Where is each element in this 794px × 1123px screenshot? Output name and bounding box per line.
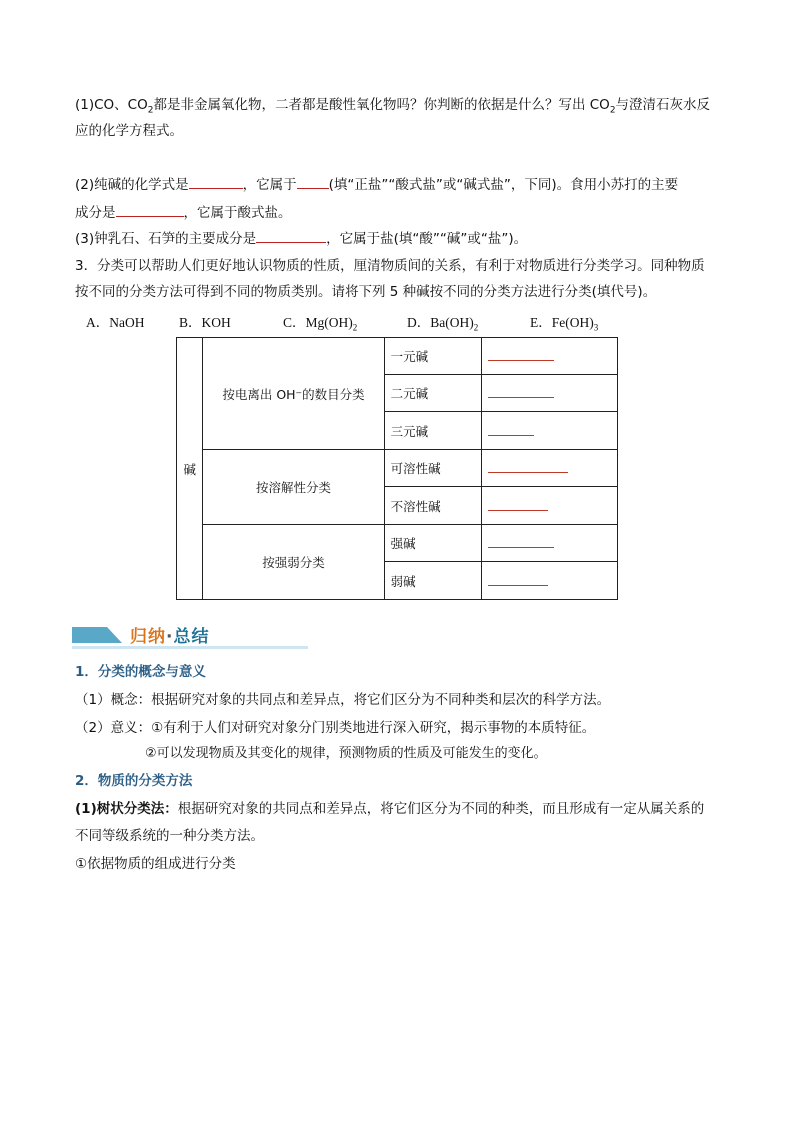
- term-label: (1)树状分类法：: [75, 801, 178, 817]
- q2-text-a: (2)纯碱的化学式是: [75, 177, 189, 193]
- answer-cell[interactable]: [482, 450, 618, 487]
- category-cell: 一元碱: [384, 338, 482, 375]
- answer-blank[interactable]: [189, 174, 243, 189]
- answer-blank[interactable]: [256, 228, 326, 243]
- answer-cell[interactable]: [482, 487, 618, 525]
- option-b: B．KOH: [179, 315, 231, 330]
- answer-blank[interactable]: [488, 460, 568, 473]
- option-c: C．$Mg(OH)_2$: [283, 315, 358, 333]
- answer-blank[interactable]: [488, 498, 548, 511]
- answer-blank[interactable]: [488, 423, 534, 436]
- q1-sub: 2: [147, 105, 154, 116]
- q2-line1: [75, 174, 678, 194]
- answer-blank[interactable]: [116, 202, 184, 217]
- q1-line1: [75, 96, 710, 114]
- category-cell: 二元碱: [384, 375, 482, 412]
- category-cell: 三元碱: [384, 412, 482, 450]
- q1-text-a: (1)CO、CO: [75, 97, 148, 113]
- q2-text-c: (填“正盐”“酸式盐”或“碱式盐”，下同)。食用小苏打的主要: [328, 177, 679, 193]
- summary-p5: 不同等级系统的一种分类方法。: [75, 828, 264, 844]
- q3-text-b: ，它属于盐(填“酸”“碱”或“盐”)。: [326, 231, 528, 247]
- category-cell: 不溶性碱: [384, 487, 482, 525]
- section-heading-2: 2．物质的分类方法: [75, 773, 193, 789]
- answer-blank[interactable]: [488, 535, 554, 548]
- summary-p1: （1）概念：根据研究对象的共同点和差异点，将它们区分为不同种类和层次的科学方法。: [75, 692, 611, 708]
- summary-p3: ②可以发现物质及其变化的规律，预测物质的性质及可能发生的变化。: [145, 746, 547, 761]
- q3-line: [75, 228, 527, 248]
- summary-banner: [72, 622, 308, 650]
- group-label: 按溶解性分类: [203, 450, 384, 525]
- answer-blank[interactable]: [297, 174, 329, 189]
- summary-p4-text: 根据研究对象的共同点和差异点，将它们区分为不同的种类，而且形成有一定从属关系的: [177, 801, 705, 817]
- root-cell: 碱: [177, 338, 203, 600]
- answer-cell[interactable]: [482, 375, 618, 412]
- summary-p6: ①依据物质的组成进行分类: [75, 856, 236, 872]
- answer-blank[interactable]: [488, 573, 548, 586]
- q1-sub2: 2: [609, 105, 616, 116]
- category-cell: 可溶性碱: [384, 450, 482, 487]
- answer-cell[interactable]: [482, 338, 618, 375]
- q1-text-c: 与澄清石灰水反: [615, 97, 711, 113]
- answer-blank[interactable]: [488, 385, 554, 398]
- q2-text-b: ，它属于: [242, 177, 297, 193]
- option-d: D．$Ba(OH)_2$: [407, 315, 479, 333]
- group-label: 按强弱分类: [203, 525, 384, 600]
- q4-line1: 3．分类可以帮助人们更好地认识物质的性质，厘清物质间的关系，有利于对物质进行分类学习。同种物质: [75, 258, 705, 274]
- q4-line2: 按不同的分类方法可得到不同的物质类别。请将下列 5 种碱按不同的分类方法进行分类(填代号)。: [75, 284, 657, 300]
- banner-decoration-icon: [72, 627, 122, 643]
- q2-text-d: 成分是: [75, 205, 116, 221]
- q3-text-a: (3)钟乳石、石笋的主要成分是: [75, 231, 257, 247]
- answer-cell[interactable]: [482, 562, 618, 600]
- answer-cell[interactable]: [482, 525, 618, 562]
- q1-text-b: 都是非金属氧化物，二者都是酸性氧化物吗？你判断的依据是什么？写出 CO: [153, 97, 610, 113]
- banner-title: 归纳·总结: [130, 627, 210, 647]
- option-a: A．NaOH: [86, 315, 145, 330]
- summary-p2: （2）意义：①有利于人们对研究对象分门别类地进行深入研究，揭示事物的本质特征。: [75, 720, 596, 736]
- option-e: E．$Fe(OH)_3$: [530, 315, 599, 333]
- q1-line2: 应的化学方程式。: [75, 123, 183, 139]
- answer-blank[interactable]: [488, 348, 554, 361]
- summary-p4: [75, 800, 704, 818]
- classification-table: [176, 337, 618, 600]
- section-heading-1: 1．分类的概念与意义: [75, 664, 206, 680]
- group-label: 按电离出 OH⁻的数目分类: [203, 338, 384, 450]
- category-cell: 弱碱: [384, 562, 482, 600]
- answer-cell[interactable]: [482, 412, 618, 450]
- q2-text-e: ，它属于酸式盐。: [183, 205, 292, 221]
- q2-line2: [75, 202, 292, 222]
- category-cell: 强碱: [384, 525, 482, 562]
